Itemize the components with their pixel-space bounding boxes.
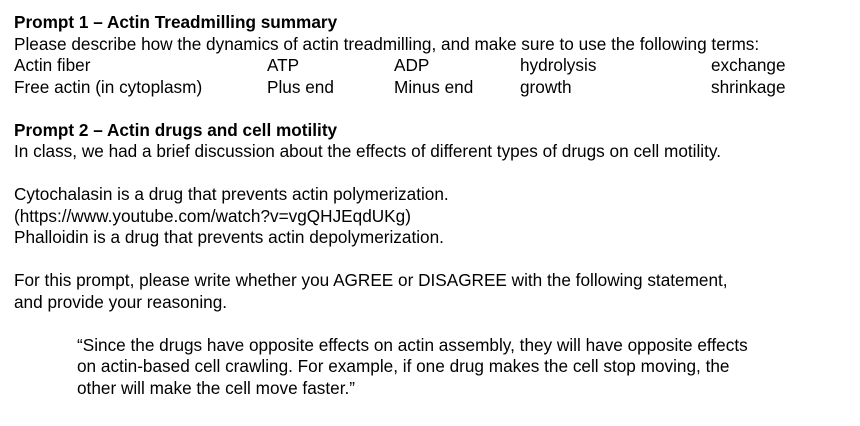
document-page — [14, 12, 854, 399]
term-shrinkage: shrinkage — [711, 76, 786, 97]
term-minus-end: Minus end — [394, 76, 474, 97]
statement-quote — [77, 335, 847, 400]
term-actin-fiber: Actin fiber — [14, 55, 91, 75]
task-line-2: and provide your reasoning. — [14, 291, 228, 312]
term-hydrolysis: hydrolysis — [520, 55, 597, 75]
prompt2-heading: Prompt 2 – Actin drugs and cell motility — [14, 119, 338, 140]
prompt1-heading: Prompt 1 – Actin Treadmilling summary — [14, 12, 338, 32]
prompt1-instruction: Please describe how the dynamics of actin treadmilling, and make sure to use the following terms: — [14, 33, 760, 54]
phalloidin-text: Phalloidin is a drug that prevents actin depolymerization. — [14, 227, 444, 247]
term-exchange: exchange — [711, 55, 786, 75]
spacer — [14, 313, 854, 335]
cytochalasin-text: Cytochalasin is a drug that prevents actin polymerization. — [14, 184, 449, 204]
quote-line-1: “Since the drugs have opposite effects on actin assembly, they will have opposite effects — [77, 334, 748, 355]
spacer — [14, 249, 854, 271]
spacer — [14, 163, 854, 185]
prompt2-intro: In class, we had a brief discussion about the effects of different types of drugs on cell motility. — [14, 141, 721, 161]
terms-grid — [14, 55, 854, 98]
spacer — [14, 98, 854, 120]
quote-line-2: on actin-based cell crawling. For example, if one drug makes the cell stop moving, the — [77, 356, 730, 376]
task-line-1: For this prompt, please write whether you AGREE or DISAGREE with the following statement, — [14, 270, 728, 290]
term-growth: growth — [520, 76, 572, 97]
term-adp: ADP — [394, 55, 430, 75]
term-plus-end: Plus end — [267, 76, 334, 97]
term-free-actin: Free actin (in cytoplasm) — [14, 76, 203, 97]
term-atp: ATP — [267, 55, 300, 75]
video-link-text: (https://www.youtube.com/watch?v=vgQHJEqdUKg) — [14, 205, 411, 226]
quote-line-3: other will make the cell move faster.” — [77, 377, 355, 398]
